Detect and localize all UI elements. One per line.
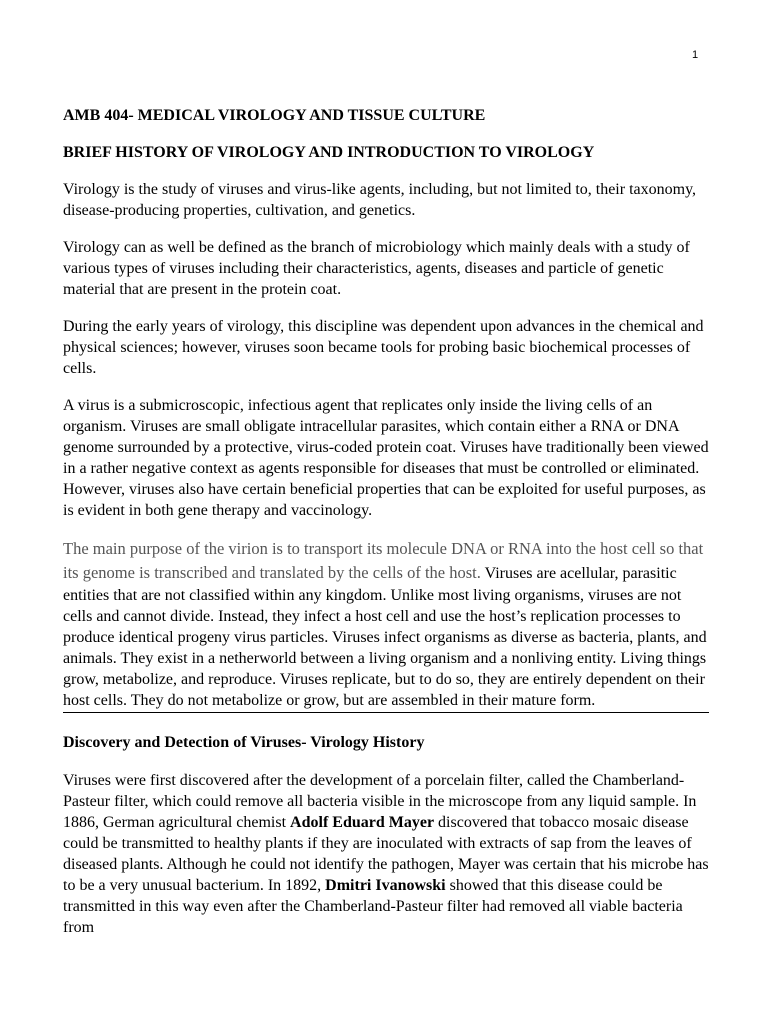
- paragraph-definition: Virology is the study of viruses and virus-like agents, including, but not limited to, their taxonomy, disease-producing properties, cultivation, and genetics.: [63, 181, 697, 219]
- paragraph-discovery: [63, 770, 709, 938]
- discovery-text-c: showed that this disease could be transmitted in this way even after the Chamberland-Pasteur filter had removed all viable bacteria from: [63, 877, 683, 936]
- paragraph-virus-description: A virus is a submicroscopic, infectious agent that replicates only inside the living cells of an organism. Viruses are small obligate intracellular parasites, which contain either a RNA or DNA genome surrounded by a protective, virus-coded protein coat. Viruses have traditionally been viewed in a rather negative context as agents responsible for diseases that must be controlled or eliminated. However, viruses also have certain beneficial properties that can be exploited for useful purposes, as is evident in both gene therapy and vaccinology.: [63, 397, 709, 519]
- section-heading: Discovery and Detection of Viruses- Virology History: [63, 734, 425, 751]
- paragraph-virion-purpose: [63, 537, 709, 713]
- document-body: [63, 105, 709, 954]
- name-ivanowski: Dmitri Ivanowski: [325, 877, 446, 894]
- paragraph-branch: Virology can as well be defined as the branch of microbiology which mainly deals with a study of various types of viruses including their characteristics, agents, diseases and particle of genetic material that are present in the protein coat.: [63, 239, 690, 298]
- virion-purpose-text: Viruses are acellular, parasitic entities that are not classified within any kingdom. Unlike most living organisms, viruses are not cells and cannot divide. Instead, they infect a host cell and use the host’s replication processes to produce identical progeny virus particles. Viruses infect organisms as diverse as bacteria, plants, and animals. They exist in a netherworld between a living organism and a nonliving entity. Living things grow, metabolize, and reproduce. Viruses replicate, but to do so, they are entirely dependent on their host cells. They do not metabolize or grow, but are assembled in their mature form.: [63, 565, 707, 709]
- course-title: AMB 404- MEDICAL VIROLOGY AND TISSUE CULTURE: [63, 107, 486, 124]
- document-title: BRIEF HISTORY OF VIROLOGY AND INTRODUCTION TO VIROLOGY: [63, 144, 595, 161]
- virion-purpose-gray-text: The main purpose of the virion is to transport its molecule DNA or RNA into the host cell so that its genome is transcribed and translated by the cells of the host.: [63, 539, 704, 582]
- name-mayer: Adolf Eduard Mayer: [290, 814, 435, 831]
- paragraph-early-years: During the early years of virology, this discipline was dependent upon advances in the chemical and physical sciences; however, viruses soon became tools for probing basic biochemical processes of cells.: [63, 318, 704, 377]
- discovery-text-a: Viruses were first discovered after the development of a porcelain filter, called the Chamberland-Pasteur filter, which could remove all bacteria visible in the microscope from any liquid sample. In 1886, German agricultural chemist: [63, 772, 697, 831]
- discovery-text-b: discovered that tobacco mosaic disease could be transmitted to healthy plants if they are inoculated with extracts of sap from the leaves of diseased plants. Although he could not identify the pathogen, Mayer was certain that his microbe has to be a very unusual bacterium. In 1892,: [63, 814, 709, 894]
- page-number: 1: [692, 49, 699, 61]
